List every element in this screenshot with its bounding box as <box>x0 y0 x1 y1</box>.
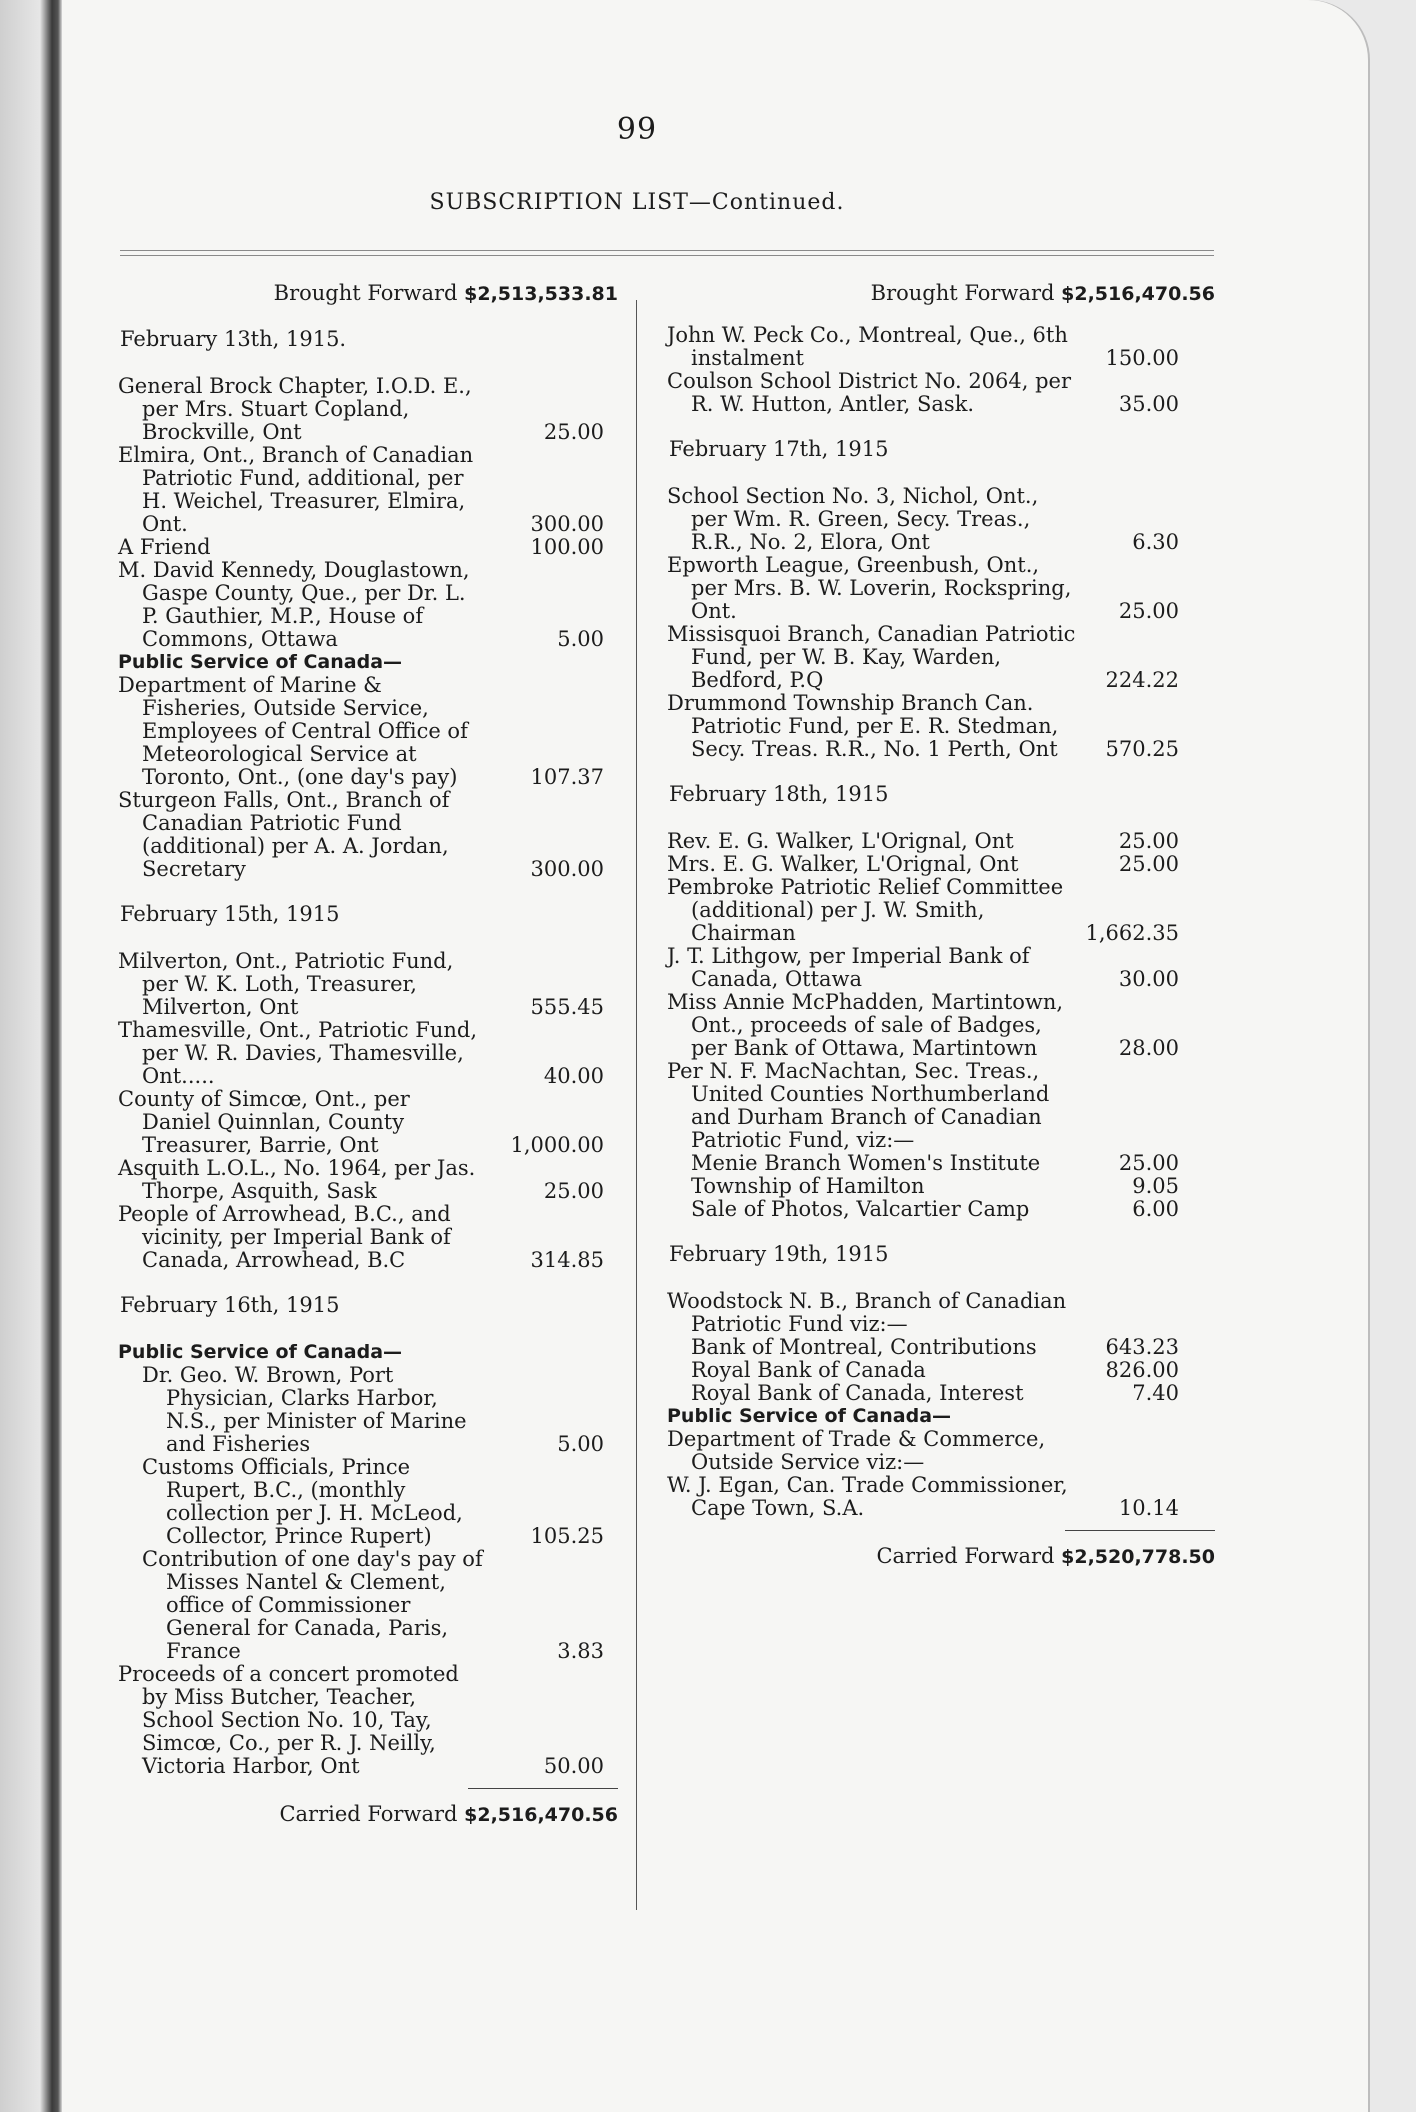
entry-text: Sale of Photos, Valcartier Camp <box>691 1197 1030 1221</box>
entry-text: County of Simcœ, Ont., per Daniel Quinnlan, County Treasurer, Barrie, Ont <box>118 1087 410 1157</box>
entry-text: Thamesville, Ont., Patriotic Fund, per W. R. Davies, Thamesville, Ont..... <box>118 1018 478 1088</box>
book-binding <box>0 0 62 2112</box>
entry-amount: 10.14 <box>1118 1496 1179 1520</box>
entry-amount: 6.00 <box>1132 1197 1179 1221</box>
list-item <box>667 1175 1215 1198</box>
list-item <box>118 1088 618 1157</box>
carried-forward <box>118 1803 618 1827</box>
entry-amount: 105.25 <box>530 1524 604 1548</box>
entry-amount: 28.00 <box>1118 1036 1179 1060</box>
list-item <box>118 1341 618 1364</box>
list-item <box>118 674 618 789</box>
list-item <box>667 945 1215 991</box>
list-item <box>667 1336 1215 1359</box>
entry-amount: 224.22 <box>1105 668 1179 692</box>
list-item <box>667 370 1215 416</box>
entry-amount: 40.00 <box>543 1064 604 1088</box>
entry-text: Customs Officials, Prince Rupert, B.C., (monthly collection per J. H. McLeod, Collector, Prince Rupert) <box>142 1455 463 1548</box>
entry-text: Department of Marine & Fisheries, Outside Service, Employees of Central Office of Meteorological Service at Toronto, Ont., (one day's pay) <box>118 673 468 789</box>
list-item <box>118 1157 618 1203</box>
entry-text: Public Service of Canada— <box>118 1341 403 1363</box>
page-number: 99 <box>616 112 658 147</box>
entry-amount: 25.00 <box>1118 829 1179 853</box>
list-item <box>667 853 1215 876</box>
list-item <box>667 991 1215 1060</box>
entry-text: Public Service of Canada— <box>118 651 403 673</box>
entry-text: J. T. Lithgow, per Imperial Bank of Canada, Ottawa <box>667 944 1030 991</box>
entry-text: Proceeds of a concert promoted by Miss Butcher, Teacher, School Section No. 10, Tay, Simcœ, Co., per R. J. Neilly, Victoria Harbor, Ont <box>118 1662 459 1778</box>
entry-text: Mrs. E. G. Walker, L'Orignal, Ont <box>667 852 1019 876</box>
entry-text: Woodstock N. B., Branch of Canadian Patriotic Fund viz:— <box>667 1289 1067 1336</box>
entry-amount: 25.00 <box>1118 852 1179 876</box>
entry-text: Contribution of one day's pay of Misses Nantel & Clement, office of Commissioner General for Canada, Paris, France <box>142 1547 483 1663</box>
list-item <box>118 1203 618 1272</box>
list-item <box>118 1019 618 1088</box>
entry-text: Coulson School District No. 2064, per R. W. Hutton, Antler, Sask. <box>667 369 1072 416</box>
list-item <box>118 1456 618 1548</box>
list-item <box>118 1548 618 1663</box>
brought-forward-label: Brought Forward <box>273 281 458 305</box>
entry-amount: 7.40 <box>1132 1381 1179 1405</box>
entry-amount: 6.30 <box>1132 530 1179 554</box>
entry-text: Royal Bank of Canada <box>691 1358 926 1382</box>
entry-text: Menie Branch Women's Institute <box>691 1151 1041 1175</box>
column-divider <box>636 300 637 1910</box>
entry-text: Rev. E. G. Walker, L'Orignal, Ont <box>667 829 1014 853</box>
entry-amount: 570.25 <box>1105 737 1179 761</box>
entry-amount: 35.00 <box>1118 392 1179 416</box>
left-column <box>118 282 618 1845</box>
entry-text: Asquith L.O.L., No. 1964, per Jas. Thorpe, Asquith, Sask <box>118 1156 476 1203</box>
section-date: February 15th, 1915 <box>120 902 340 926</box>
entry-text: Elmira, Ont., Branch of Canadian Patriotic Fund, additional, per H. Weichel, Treasurer, Elmira, Ont. <box>118 443 474 536</box>
entry-amount: 5.00 <box>557 627 604 651</box>
brought-forward <box>118 282 618 306</box>
entry-amount: 9.05 <box>1132 1174 1179 1198</box>
list-item <box>118 1663 618 1778</box>
entry-amount: 50.00 <box>543 1754 604 1778</box>
right-column <box>667 282 1215 1587</box>
list-item <box>118 1364 618 1456</box>
entry-amount: 3.83 <box>557 1639 604 1663</box>
entry-text: Drummond Township Branch Can. Patriotic Fund, per E. R. Stedman, Secy. Treas. R.R., No. 1 Perth, Ont <box>667 691 1059 761</box>
entry-text: Milverton, Ont., Patriotic Fund, per W. K. Loth, Treasurer, Milverton, Ont <box>118 949 454 1019</box>
entry-amount: 1,000.00 <box>510 1133 604 1157</box>
entry-amount: 555.45 <box>530 995 604 1019</box>
list-item <box>667 1405 1215 1428</box>
page-heading: SUBSCRIPTION LIST—Continued. <box>429 190 845 215</box>
entry-text: Epworth League, Greenbush, Ont., per Mrs. B. W. Loverin, Rockspring, Ont. <box>667 553 1072 623</box>
section-date: February 13th, 1915. <box>120 327 347 351</box>
entry-text: Sturgeon Falls, Ont., Branch of Canadian Patriotic Fund (additional) per A. A. Jordan, Secretary <box>118 788 450 881</box>
entry-text: Department of Trade & Commerce, Outside Service viz:— <box>667 1427 1046 1474</box>
list-item <box>118 789 618 881</box>
list-item <box>667 1474 1215 1520</box>
list-item <box>667 1152 1215 1175</box>
entry-amount: 25.00 <box>543 420 604 444</box>
entry-amount: 100.00 <box>530 535 604 559</box>
entry-text: Bank of Montreal, Contributions <box>691 1335 1037 1359</box>
list-item <box>667 692 1215 761</box>
section-date: February 19th, 1915 <box>669 1242 889 1266</box>
list-item <box>667 1198 1215 1221</box>
entry-text: General Brock Chapter, I.O.D. E., per Mrs. Stuart Copland, Brockville, Ont <box>118 374 472 444</box>
entry-text: School Section No. 3, Nichol, Ont., per Wm. R. Green, Secy. Treas., R.R., No. 2, Elora, Ont <box>667 484 1039 554</box>
brought-forward-amount: $2,513,533.81 <box>464 283 618 305</box>
list-item <box>667 876 1215 945</box>
entry-amount: 30.00 <box>1118 967 1179 991</box>
carried-forward-label: Carried Forward <box>279 1802 458 1826</box>
entry-amount: 300.00 <box>530 857 604 881</box>
carried-forward-label: Carried Forward <box>876 1544 1055 1568</box>
entry-text: Pembroke Patriotic Relief Committee (additional) per J. W. Smith, Chairman <box>667 875 1064 945</box>
list-item <box>118 444 618 536</box>
brought-forward-label: Brought Forward <box>870 281 1055 305</box>
list-item <box>667 623 1215 692</box>
entry-amount: 150.00 <box>1105 346 1179 370</box>
section-date: February 18th, 1915 <box>669 782 889 806</box>
header-rule-top <box>120 250 1214 251</box>
list-item <box>667 554 1215 623</box>
left-sections <box>118 328 618 1778</box>
entry-amount: 1,662.35 <box>1085 921 1179 945</box>
entry-text: Miss Annie McPhadden, Martintown, Ont., proceeds of sale of Badges, per Bank of Ottawa, Martintown <box>667 990 1064 1060</box>
list-item <box>667 324 1215 370</box>
list-item <box>118 536 618 559</box>
carried-forward-amount: $2,520,778.50 <box>1061 1546 1215 1568</box>
list-item <box>667 1428 1215 1474</box>
entry-amount: 314.85 <box>530 1248 604 1272</box>
entry-text: Dr. Geo. W. Brown, Port Physician, Clarks Harbor, N.S., per Minister of Marine and Fisheries <box>142 1363 467 1456</box>
total-rule <box>1065 1530 1215 1531</box>
entry-text: John W. Peck Co., Montreal, Que., 6th instalment <box>667 323 1068 370</box>
list-item <box>118 375 618 444</box>
entry-text: Township of Hamilton <box>691 1174 925 1198</box>
list-item <box>667 830 1215 853</box>
section-date: February 16th, 1915 <box>120 1293 340 1317</box>
entry-text: People of Arrowhead, B.C., and vicinity, per Imperial Bank of Canada, Arrowhead, B.C <box>118 1202 451 1272</box>
header-rule-bottom <box>120 255 1214 256</box>
entry-amount: 826.00 <box>1105 1358 1179 1382</box>
entry-amount: 25.00 <box>1118 1151 1179 1175</box>
entry-text: Missisquoi Branch, Canadian Patriotic Fund, per W. B. Kay, Warden, Bedford, P.Q <box>667 622 1076 692</box>
entry-text: Per N. F. MacNachtan, Sec. Treas., United Counties Northumberland and Durham Branch of Canadian Patriotic Fund, viz:— <box>667 1059 1050 1152</box>
list-item <box>118 651 618 674</box>
right-sections <box>667 324 1215 1520</box>
book-page <box>62 0 1368 2112</box>
list-item <box>667 1359 1215 1382</box>
list-item <box>667 1382 1215 1405</box>
list-item <box>118 950 618 1019</box>
entry-amount: 25.00 <box>543 1179 604 1203</box>
list-item <box>118 559 618 651</box>
entry-text: M. David Kennedy, Douglastown, Gaspe County, Que., per Dr. L. P. Gauthier, M.P., House of Commons, Ottawa <box>118 558 470 651</box>
entry-amount: 107.37 <box>530 765 604 789</box>
entry-text: W. J. Egan, Can. Trade Commissioner, Cape Town, S.A. <box>667 1473 1068 1520</box>
list-item <box>667 1290 1215 1336</box>
carried-forward-amount: $2,516,470.56 <box>464 1804 618 1826</box>
total-rule <box>468 1788 618 1789</box>
entry-text: Public Service of Canada— <box>667 1405 952 1427</box>
section-date: February 17th, 1915 <box>669 437 889 461</box>
entry-amount: 643.23 <box>1105 1335 1179 1359</box>
brought-forward <box>667 282 1215 306</box>
entry-amount: 5.00 <box>557 1432 604 1456</box>
list-item <box>667 1060 1215 1152</box>
entry-amount: 25.00 <box>1118 599 1179 623</box>
brought-forward-amount: $2,516,470.56 <box>1061 283 1215 305</box>
list-item <box>667 485 1215 554</box>
entry-text: Royal Bank of Canada, Interest <box>691 1381 1024 1405</box>
entry-amount: 300.00 <box>530 512 604 536</box>
entry-text: A Friend <box>118 535 211 559</box>
carried-forward <box>667 1545 1215 1569</box>
